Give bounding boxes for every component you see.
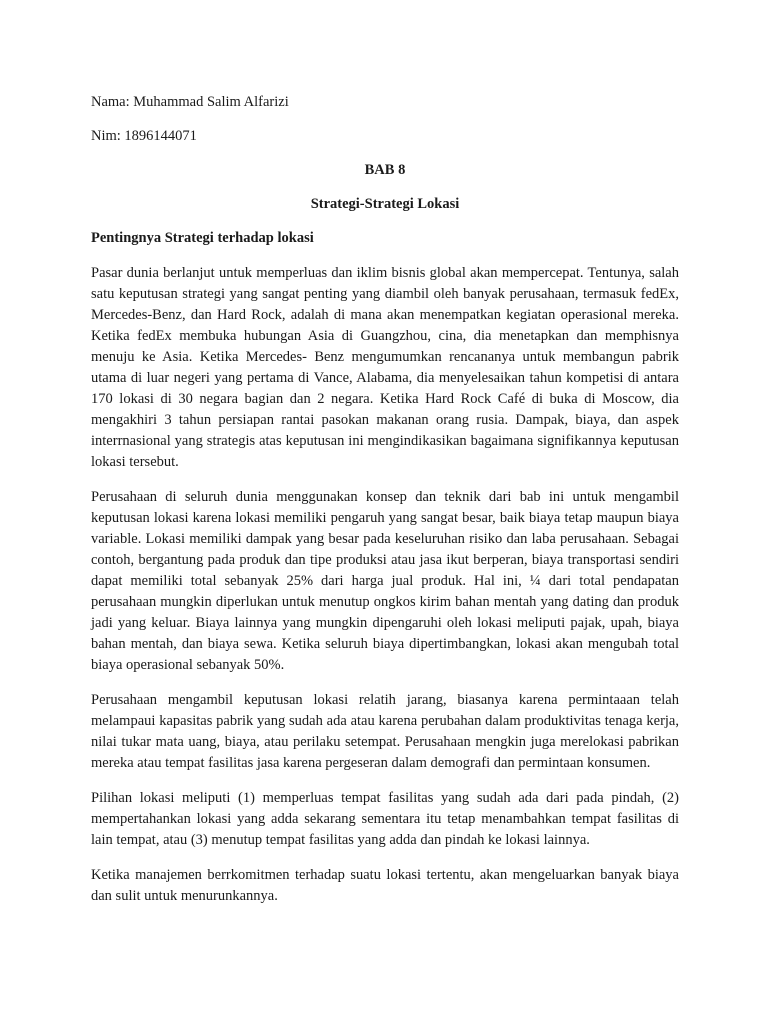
document-page xyxy=(91,90,679,907)
section-heading: Pentingnya Strategi terhadap lokasi xyxy=(91,230,314,246)
paragraph: Perusahaan mengambil keputusan lokasi relatih jarang, biasanya karena permintaaan telah melampaui kapasitas pabrik yang sudah ada atau karena perubahan dalam produktivitas tenaga kerja, nilai tukar mata uang, biaya, atau perilaku setempat. Perusahaan mengkin juga merelokasi pabrikan mereka atau tempat fasilitas jasa karena pergeseran dalam demografi dan permintaan konsumen. xyxy=(91,692,679,771)
paragraph: Ketika manajemen berrkomitmen terhadap suatu lokasi tertentu, akan mengeluarkan banyak biaya dan sulit untuk menurunkannya. xyxy=(91,867,679,904)
chapter-number: BAB 8 xyxy=(364,162,406,178)
paragraph: Pilihan lokasi meliputi (1) memperluas tempat fasilitas yang sudah ada dari pada pindah, (2) mempertahankan lokasi yang adda sekarang sementara itu tetap menambahkan tempat fasilitas di lain tempat, atau (3) menutup tempat fasilitas yang adda dan pindah ke lokasi lainnya. xyxy=(91,790,679,848)
student-nim: Nim: 1896144071 xyxy=(91,128,197,144)
chapter-title: Strategi-Strategi Lokasi xyxy=(310,196,460,212)
paragraph: Perusahaan di seluruh dunia menggunakan konsep dan teknik dari bab ini untuk mengambil keputusan lokasi karena lokasi memiliki pengaruh yang sangat besar, baik biaya tetap maupun biaya variable. Lokasi memiliki dampak yang besar pada keseluruhan risiko dan laba perusahaan. Sebagai contoh, bergantung pada produk dan tipe produksi atau jasa ikut berperan, biaya transportasi sendiri dapat memiliki total sebanyak 25% dari harga jual produk. Hal ini, ¼ dari total pendapatan perusahaan mungkin diperlukan untuk menutup ongkos kirim bahan mentah yang dating dan produk jadi yang keluar. Biaya lainnya yang mungkin dipengaruhi oleh lokasi meliputi pajak, upah, biaya bahan mentah, dan biaya sewa. Ketika seluruh biaya dipertimbangkan, lokasi akan mengubah total biaya operasional sebanyak 50%. xyxy=(91,489,679,673)
paragraph: Pasar dunia berlanjut untuk memperluas dan iklim bisnis global akan mempercepat. Tentunya, salah satu keputusan strategi yang sangat penting yang diambil oleh banyak perusahaan, termasuk fedEx, Mercedes-Benz, dan Hard Rock, adalah di mana akan menempatkan kegiatan operasional mereka. Ketika fedEx membuka hubungan Asia di Guangzhou, cina, dia menetapkan dan memphisnya menuju ke Asia. Ketika Mercedes- Benz mengumumkan rencananya untuk membangun pabrik utama di luar negeri yang pertama di Vance, Alabama, dia menyelesaikan tahun kompetisi di antara 170 lokasi di 30 negara bagian dan 2 negara. Ketika Hard Rock Café di buka di Moscow, dia mengakhiri 3 tahun persiapan rantai pasokan makanan orang rusia. Dampak, biaya, dan aspek interrnasional yang strategis atas keputusan ini mengindikasikan bagaimana signifikannya keputusan lokasi tersebut. xyxy=(91,265,679,470)
student-name: Nama: Muhammad Salim Alfarizi xyxy=(91,94,289,110)
